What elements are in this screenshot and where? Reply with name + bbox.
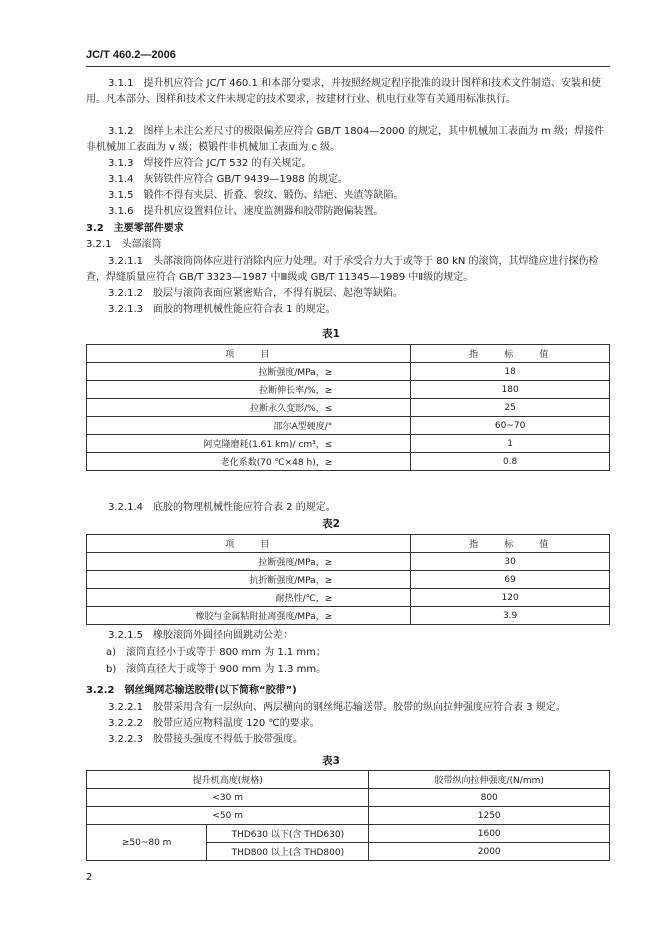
table1-header-row <box>87 345 610 363</box>
table-row <box>87 589 610 607</box>
table-cell: 120 <box>411 589 610 607</box>
table-cell: 1250 <box>369 807 610 825</box>
table-row <box>87 363 610 381</box>
table2-header-value: 指 标 值 <box>411 535 610 553</box>
paragraph-3-2-2-1: 3.2.2.1 胶带采用含有一层纵向、两层横向的钢丝绳芯输送带。胶带的纵向拉伸强度应符合表 3 规定。 <box>108 702 566 713</box>
table-cell: 30 <box>411 553 610 571</box>
paragraph-3-1-2: 3.1.2 图样上未注公差尺寸的极限偏差应符合 GB/T 1804—2000 的规定，其中机械加工表面为 m 级；焊接件非机械加工表面为 v 级；模锻件非机械加工表面为 c 级。 <box>86 126 605 153</box>
paragraph-3-2-1-3: 3.2.1.3 面胶的物理机械性能应符合表 1 的规定。 <box>108 304 336 315</box>
table-row <box>87 399 610 417</box>
table-cell: 3.9 <box>411 607 610 625</box>
table2-header-item: 项 目 <box>87 535 411 553</box>
table-cell: 69 <box>411 571 610 589</box>
table-row <box>87 553 610 571</box>
table-cell: 老化系数(70 ℃×48 h)，≥ <box>87 453 411 471</box>
header-rule <box>86 66 610 67</box>
paragraph-3-1-3: 3.1.3 焊接件应符合 JC/T 532 的有关规定。 <box>108 158 312 169</box>
section-3-2-1-heading: 3.2.1 头部滚筒 <box>86 239 162 250</box>
paragraph-3-2-1-2: 3.2.1.2 胶层与滚筒表面应紧密贴合，不得有脱层、起泡等缺陷。 <box>108 288 403 299</box>
paragraph-3-1-1: 3.1.1 提升机应符合 JC/T 460.1 和本部分要求，并按照经规定程序批准的设计图样和技术文件制造、安装和使用。凡本部分、图样和技术文件未规定的技术要求，按建材行业、机电行业等有关通用标准执行。 <box>86 78 602 105</box>
table-cell: 1600 <box>369 825 610 843</box>
table-cell: 抗折断强度/MPa，≥ <box>87 571 411 589</box>
table-cell: 25 <box>411 399 610 417</box>
table-row <box>87 435 610 453</box>
list-item-a: a) 滚筒直径小于或等于 800 mm 为 1.1 mm； <box>106 647 326 658</box>
table-cell: 橡胶与金属粘附扯离强度/MPa，≥ <box>87 607 411 625</box>
table2-caption: 表2 <box>322 518 340 530</box>
table-row <box>87 807 610 825</box>
paragraph-3-2-1-1: 3.2.1.1 头部滚筒筒体应进行消除内应力处理。对于承受合力大于或等于 80 kN 的滚筒，其焊缝应进行探伤检查，焊缝质量应符合 GB/T 3323—1987 中Ⅲ级或 GB/T 11345—1989 中Ⅱ级的规定。 <box>86 256 599 283</box>
paragraph-3-2-2-2: 3.2.2.2 胶带应适应物料温度 120 ℃的要求。 <box>108 718 320 729</box>
table-row <box>87 571 610 589</box>
table2-header-row <box>87 535 610 553</box>
table-cell: <50 m <box>87 807 369 825</box>
table-2 <box>86 534 610 625</box>
table-cell: 拉断伸长率/%，≥ <box>87 381 411 399</box>
table1-header-item: 项 目 <box>87 345 411 363</box>
standard-code: JC/T 460.2—2006 <box>86 49 176 61</box>
table-cell: THD800 以上(含 THD800) <box>207 843 369 861</box>
section-3-2-2-heading: 3.2.2 钢丝绳网芯输送胶带(以下简称“胶带”) <box>86 685 297 696</box>
table-row <box>87 381 610 399</box>
table-cell: 邵尔A型硬度/° <box>87 417 411 435</box>
section-3-2-heading: 3.2 主要零部件要求 <box>86 223 184 234</box>
table-row <box>87 825 610 843</box>
table-cell: 拉断强度/MPa，≥ <box>87 363 411 381</box>
table-cell: 2000 <box>369 843 610 861</box>
table-cell: 800 <box>369 789 610 807</box>
table-row <box>87 607 610 625</box>
table-3 <box>86 770 610 861</box>
table-row <box>87 453 610 471</box>
page-number: 2 <box>86 872 93 883</box>
table-cell: 0.8 <box>411 453 610 471</box>
paragraph-3-1-6: 3.1.6 提升机应设置料位计、速度监测器和胶带防跑偏装置。 <box>108 206 384 217</box>
table1-caption: 表1 <box>322 328 340 340</box>
table-cell: 阿克隆磨耗(1.61 km)/ cm³，≤ <box>87 435 411 453</box>
table-cell: THD630 以下(含 THD630) <box>207 825 369 843</box>
paragraph-3-2-2-3: 3.2.2.3 胶带接头强度不得低于胶带强度。 <box>108 734 303 745</box>
table3-header-height: 提升机高度(规格) <box>87 771 369 789</box>
table-1 <box>86 344 610 471</box>
paragraph-3-2-1-4: 3.2.1.4 底胶的物理机械性能应符合表 2 的规定。 <box>108 502 336 513</box>
table-cell: 18 <box>411 363 610 381</box>
table-cell: 拉断永久变形/%，≤ <box>87 399 411 417</box>
table1-header-value: 指 标 值 <box>411 345 610 363</box>
table3-header-strength: 胶带纵向拉伸强度/(N/mm) <box>369 771 610 789</box>
table-row <box>87 789 610 807</box>
table-cell: 1 <box>411 435 610 453</box>
paragraph-3-1-5: 3.1.5 锻件不得有夹层、折叠、裂纹、锻伤、结疤、夹渣等缺陷。 <box>108 190 404 201</box>
table-cell: 耐热性/℃，≥ <box>87 589 411 607</box>
list-item-b: b) 滚筒直径大于或等于 900 mm 为 1.3 mm。 <box>106 664 327 675</box>
table-cell: 60~70 <box>411 417 610 435</box>
table3-caption: 表3 <box>322 755 340 767</box>
table-cell: <30 m <box>87 789 369 807</box>
paragraph-3-1-4: 3.1.4 灰铸铁件应符合 GB/T 9439—1988 的规定。 <box>108 174 348 185</box>
paragraph-3-2-1-5: 3.2.1.5 橡胶滚筒外圆径向圆跳动公差： <box>108 630 293 641</box>
table-cell: 拉断强度/MPa，≥ <box>87 553 411 571</box>
table-cell-group: ≥50~80 m <box>87 825 207 861</box>
table-row <box>87 417 610 435</box>
table-cell: 180 <box>411 381 610 399</box>
table3-header-row <box>87 771 610 789</box>
